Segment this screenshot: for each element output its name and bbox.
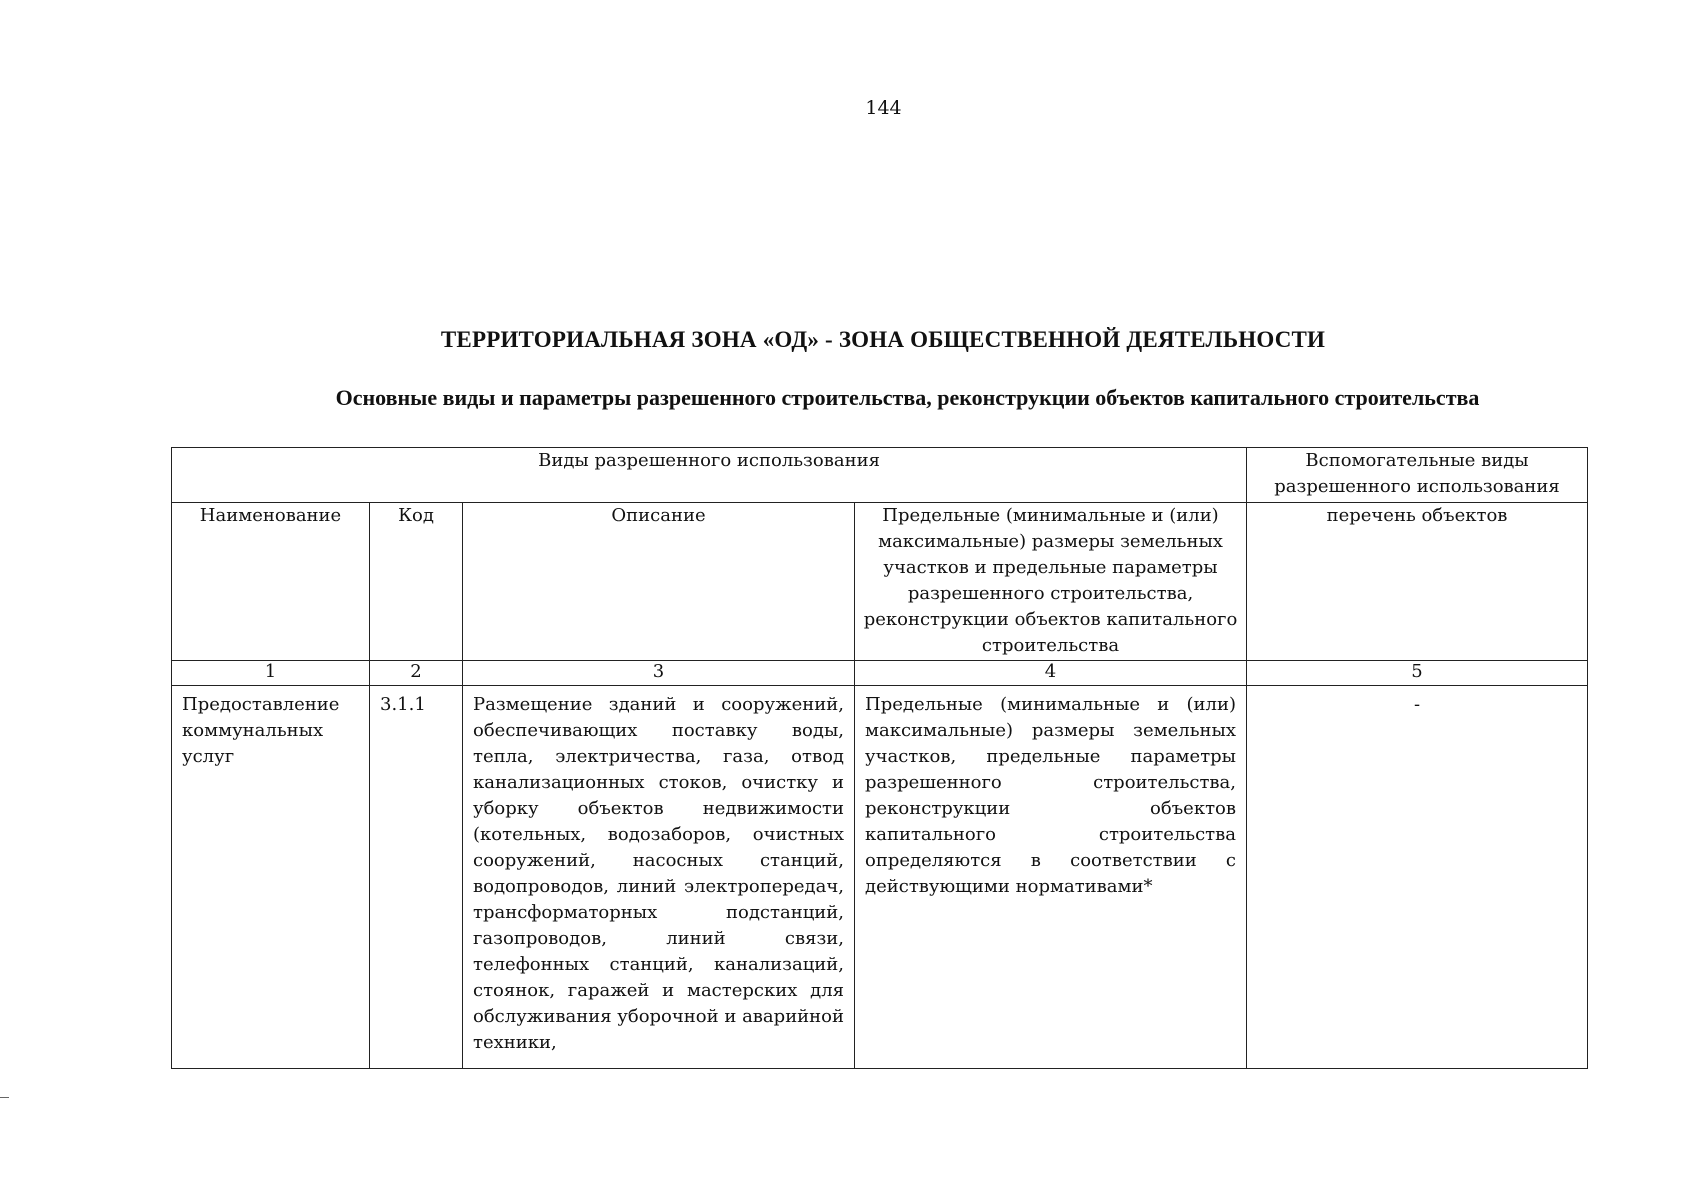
column-number: 2 — [370, 661, 463, 686]
table-column-header-row — [172, 503, 1588, 661]
column-header-description: Описание — [463, 503, 855, 661]
column-number: 1 — [172, 661, 370, 686]
page-number: 144 — [865, 97, 902, 119]
group-header-main: Виды разрешенного использования — [172, 448, 1247, 503]
column-header-name: Наименование — [172, 503, 370, 661]
permitted-use-table — [171, 447, 1588, 1069]
zone-title: ТЕРРИТОРИАЛЬНАЯ ЗОНА «ОД» - ЗОНА ОБЩЕСТВЕННОЙ ДЕЯТЕЛЬНОСТИ — [440, 327, 1326, 352]
group-header-aux: Вспомогательные виды разрешенного использования — [1247, 448, 1588, 503]
table-row — [172, 686, 1588, 1069]
cell-aux: - — [1247, 686, 1588, 1069]
column-number: 4 — [855, 661, 1247, 686]
cell-params: Предельные (минимальные и (или) максимальные) размеры земельных участков, предельные параметры разрешенного строительства, реконструкции объектов капитального строительства определяются в соответствии с действующими нормативами* — [855, 686, 1247, 1069]
margin-mark — [0, 1097, 9, 1098]
column-number: 3 — [463, 661, 855, 686]
table-group-header-row — [172, 448, 1588, 503]
column-number-row — [172, 661, 1588, 686]
cell-code: 3.1.1 — [370, 686, 463, 1069]
section-subtitle: Основные виды и параметры разрешенного строительства, реконструкции объектов капитального строительства — [335, 385, 1480, 410]
column-header-code: Код — [370, 503, 463, 661]
column-header-aux: перечень объектов — [1247, 503, 1588, 661]
column-number: 5 — [1247, 661, 1588, 686]
column-header-params: Предельные (минимальные и (или) максимальные) размеры земельных участков и предельные параметры разрешенного строительства, реконструкции объектов капитального строительства — [855, 503, 1247, 661]
cell-name: Предоставление коммунальных услуг — [172, 686, 370, 1069]
cell-description: Размещение зданий и сооружений, обеспечивающих поставку воды, тепла, электричества, газа, отвод канализационных стоков, очистку и уборку объектов недвижимости (котельных, водозаборов, очистных сооружений, насосных станций, водопроводов, линий электропередач, трансформаторных подстанций, газопроводов, линий связи, телефонных станций, канализаций, стоянок, гаражей и мастерских для обслуживания уборочной и аварийной техники, — [463, 686, 855, 1069]
